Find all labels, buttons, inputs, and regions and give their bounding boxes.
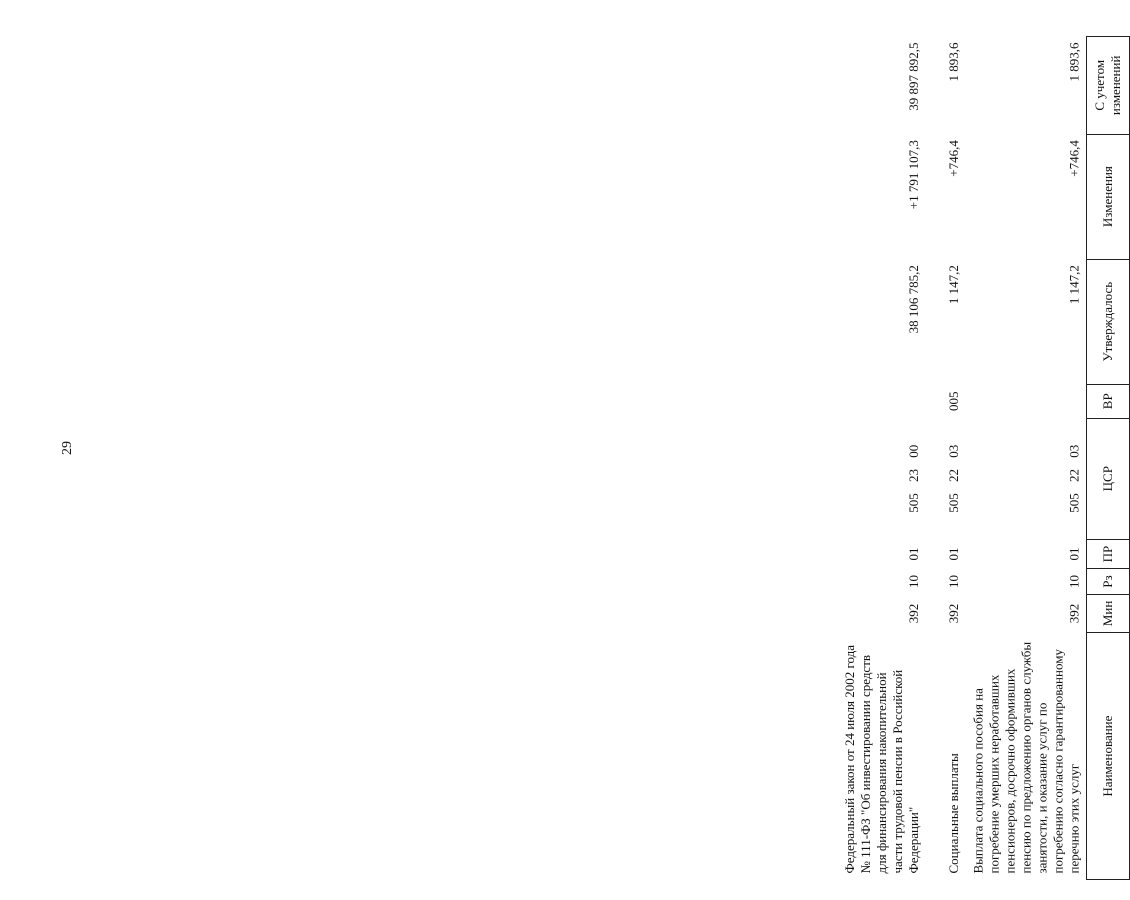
row-rz: 10: [946, 575, 961, 589]
table-row: [966, 37, 1087, 880]
row-vr: 005: [946, 391, 961, 411]
row-total: 1 893,6: [946, 42, 961, 82]
row-pr: 01: [906, 547, 921, 561]
row-change: +746,4: [946, 140, 961, 177]
row-name: Федеральный закон от 24 июля 2002 года № 111-ФЗ "Об инвестировании средств для финансирования накопительной части трудовой пенсии в Российской Федерации": [842, 644, 921, 874]
header-name: Наименование: [1087, 633, 1130, 880]
budget-table: [822, 36, 1130, 880]
rotated-page-content: [570, 36, 1130, 880]
row-approved: 1 147,2: [946, 265, 961, 305]
row-pr: 01: [946, 547, 961, 561]
row-pr: 01: [1066, 547, 1082, 561]
row-min: 392: [1066, 603, 1082, 624]
row-csr: 505 22 03: [1066, 444, 1082, 513]
header-csr: ЦСР: [1087, 418, 1130, 539]
header-rz: Рз: [1087, 569, 1130, 594]
row-change: +1 791 107,3: [906, 140, 921, 210]
header-min: Мин: [1087, 594, 1130, 632]
page-number: 29: [60, 441, 75, 455]
row-rz: 10: [1066, 575, 1082, 589]
row-total: 39 897 892,5: [906, 42, 921, 111]
row-csr: 505 23 00: [906, 444, 921, 513]
row-change: +746,4: [1066, 140, 1082, 177]
header-vr: ВР: [1087, 384, 1130, 418]
table-row: [926, 37, 966, 880]
header-change: Изменения: [1087, 134, 1130, 259]
table-header: [1087, 37, 1130, 880]
row-min: 392: [906, 603, 921, 624]
table-row: [822, 37, 926, 880]
row-name: Социальные выплаты: [946, 753, 961, 874]
row-total: 1 893,6: [1066, 42, 1082, 82]
row-rz: 10: [906, 575, 921, 589]
header-approved: Утверждалось: [1087, 259, 1130, 384]
row-approved: 38 106 785,2: [906, 265, 921, 334]
row-vr: [966, 384, 1087, 418]
header-total: С учетом изменений: [1087, 37, 1130, 135]
row-csr: 505 22 03: [946, 444, 961, 513]
row-approved: 1 147,2: [1066, 265, 1082, 305]
row-name: Выплата социального пособия на погребение умерших неработавших пенсионеров, досрочно оформивших пенсию по предложению органов службы занятости, и оказание услуг по погребению согласно гарантированному перечню этих услуг: [970, 641, 1082, 874]
row-vr: [822, 384, 926, 418]
header-pr: ПР: [1087, 539, 1130, 569]
row-min: 392: [946, 603, 961, 624]
